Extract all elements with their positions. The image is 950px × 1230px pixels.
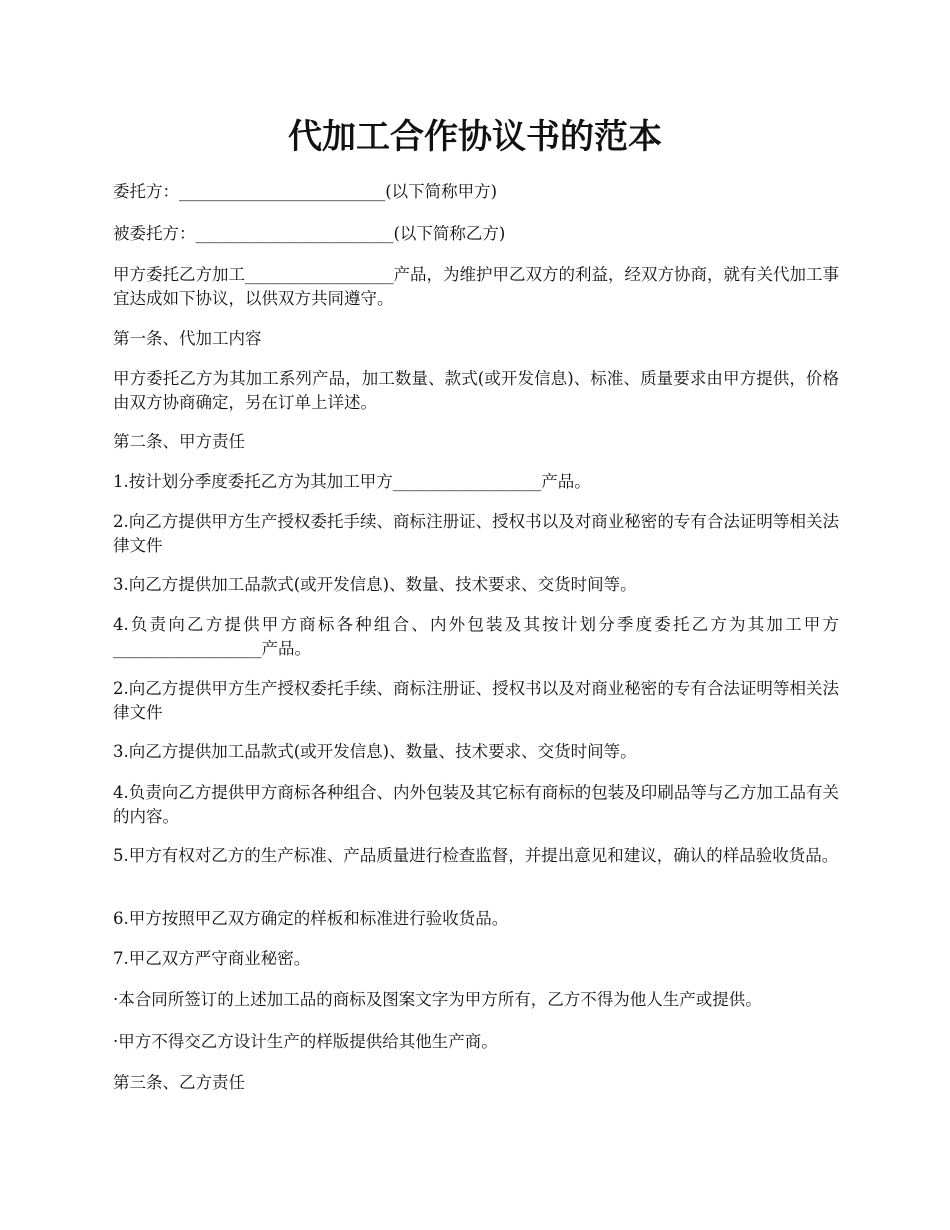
section-heading-2: 第二条、甲方责任 <box>113 432 245 451</box>
list-item: 7.甲乙双方严守商业秘密。 <box>113 949 311 968</box>
section-heading-1: 第一条、代加工内容 <box>113 329 262 348</box>
bullet-item: ·甲方不得交乙方设计生产的样版提供给其他生产商。 <box>113 1032 498 1051</box>
list-item: 2.向乙方提供甲方生产授权委托手续、商标注册证、授权书以及对商业秘密的专有合法证明等相关法律文件 <box>113 512 839 555</box>
bullet-item: ·本合同所签订的上述加工品的商标及图案文字为甲方所有，乙方不得为他人生产或提供。 <box>113 990 762 1009</box>
section-1-body: 甲方委托乙方为其加工系列产品，加工数量、款式(或开发信息)、标准、质量要求由甲方提供，价格由双方协商确定，另在订单上详述。 <box>113 369 839 412</box>
list-item: 5.甲方有权对乙方的生产标准、产品质量进行检查监督，并提出意见和建议，确认的样品验收货品。 <box>113 846 839 865</box>
list-item: 6.甲方按照甲乙双方确定的样板和标准进行验收货品。 <box>113 909 509 928</box>
list-item: 1.按计划分季度委托乙方为其加工甲方__________________产品。 <box>113 472 591 491</box>
section-heading-3: 第三条、乙方责任 <box>113 1073 245 1092</box>
clause-principal: 委托方：_________________________(以下简称甲方) <box>113 182 498 201</box>
document-title: 代加工合作协议书的范本 <box>288 117 662 157</box>
list-item: 4.负责向乙方提供甲方商标各种组合、内外包装及其它标有商标的包装及印刷品等与乙方加工品有关的内容。 <box>113 783 839 826</box>
list-item: 4.负责向乙方提供甲方商标各种组合、内外包装及其按计划分季度委托乙方为其加工甲方__________________产品。 <box>113 615 839 658</box>
list-item: 3.向乙方提供加工品款式(或开发信息)、数量、技术要求、交货时间等。 <box>113 742 637 761</box>
list-item: 2.向乙方提供甲方生产授权委托手续、商标注册证、授权书以及对商业秘密的专有合法证明等相关法律文件 <box>113 679 839 722</box>
intro-paragraph: 甲方委托乙方加工__________________产品，为维护甲乙双方的利益，经双方协商，就有关代加工事宜达成如下协议，以供双方共同遵守。 <box>113 265 839 308</box>
clause-agent: 被委托方：________________________(以下简称乙方) <box>113 224 506 243</box>
list-item: 3.向乙方提供加工品款式(或开发信息)、数量、技术要求、交货时间等。 <box>113 575 637 594</box>
